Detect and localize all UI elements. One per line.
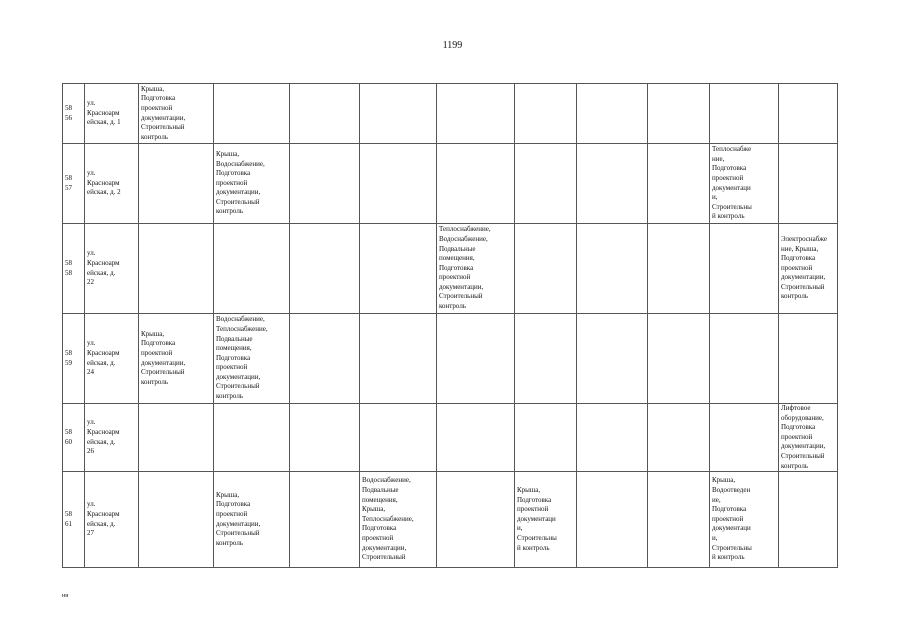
work-cell — [648, 224, 710, 314]
row-number: 58 56 — [63, 84, 85, 144]
work-cell — [290, 144, 360, 224]
work-cell — [710, 314, 779, 404]
work-cell — [515, 144, 577, 224]
work-cell: Лифтовое оборудование, Подготовка проектной документации, Строительный контроль — [779, 404, 838, 472]
work-cell: Теплоснабже ние, Подготовка проектной документаци и, Строительны й контроль — [710, 144, 779, 224]
work-cell — [290, 404, 360, 472]
work-cell — [710, 224, 779, 314]
table-row — [63, 84, 838, 144]
work-cell — [779, 314, 838, 404]
work-cell — [515, 314, 577, 404]
work-cell — [648, 314, 710, 404]
work-cell — [360, 84, 437, 144]
work-cell — [577, 314, 648, 404]
work-cell — [290, 314, 360, 404]
work-cell: Крыша, Подготовка проектной документации, Строительный контроль — [139, 314, 214, 404]
row-number: 58 60 — [63, 404, 85, 472]
work-cell — [437, 144, 515, 224]
work-cell: Теплоснабжение, Водоснабжение, Подвальные помещения, Подготовка проектной документации, Строительный контроль — [437, 224, 515, 314]
work-cell: Водоснабжение, Теплоснабжение, Подвальные помещения, Подготовка проектной документации, Строительный контроль — [214, 314, 290, 404]
table-row — [63, 404, 838, 472]
work-cell — [214, 84, 290, 144]
work-cell — [515, 404, 577, 472]
row-number: 58 59 — [63, 314, 85, 404]
work-cell: Электроснабже ние, Крыша, Подготовка проектной документации, Строительный контроль — [779, 224, 838, 314]
work-cell — [290, 84, 360, 144]
address-cell: ул. Красноарм ейская, д. 1 — [85, 84, 139, 144]
work-cell — [648, 144, 710, 224]
work-cell — [710, 84, 779, 144]
work-cell — [577, 224, 648, 314]
work-cell — [515, 224, 577, 314]
work-cell — [437, 404, 515, 472]
work-cell — [577, 144, 648, 224]
address-cell: ул. Красноарм ейская, д. 22 — [85, 224, 139, 314]
repair-schedule-table — [62, 83, 838, 568]
address-cell: ул. Красноарм ейская, д. 26 — [85, 404, 139, 472]
work-cell — [515, 84, 577, 144]
page-number: 1199 — [442, 40, 463, 51]
work-cell: Крыша, Водоснабжение, Подготовка проектной документации, Строительный контроль — [214, 144, 290, 224]
work-cell — [577, 84, 648, 144]
work-cell — [139, 404, 214, 472]
work-cell: Крыша, Подготовка проектной документации, Строительный контроль — [214, 472, 290, 568]
work-cell — [779, 472, 838, 568]
address-cell: ул. Красноарм ейская, д. 24 — [85, 314, 139, 404]
work-cell — [577, 472, 648, 568]
table-row — [63, 144, 838, 224]
work-cell: Водоснабжение, Подвальные помещения, Крыша, Теплоснабжение, Подготовка проектной документации, Строительный — [360, 472, 437, 568]
work-cell — [648, 84, 710, 144]
footer-mark: нн — [62, 593, 69, 599]
row-number: 58 58 — [63, 224, 85, 314]
work-cell: Крыша, Водоотведен ие, Подготовка проектной документаци и, Строительны й контроль — [710, 472, 779, 568]
work-cell — [214, 224, 290, 314]
work-cell — [360, 404, 437, 472]
work-cell — [648, 472, 710, 568]
work-cell — [360, 224, 437, 314]
work-cell — [139, 472, 214, 568]
work-cell: Крыша, Подготовка проектной документаци и, Строительны й контроль — [515, 472, 577, 568]
row-number: 58 61 — [63, 472, 85, 568]
work-cell — [360, 144, 437, 224]
work-cell — [710, 404, 779, 472]
work-cell — [214, 404, 290, 472]
address-cell: ул. Красноарм ейская, д. 2 — [85, 144, 139, 224]
work-cell — [139, 224, 214, 314]
work-cell — [779, 84, 838, 144]
work-cell — [437, 472, 515, 568]
work-cell — [577, 404, 648, 472]
work-cell — [437, 84, 515, 144]
work-cell: Крыша, Подготовка проектной документации, Строительный контроль — [139, 84, 214, 144]
work-cell — [648, 404, 710, 472]
work-cell — [360, 314, 437, 404]
work-cell — [290, 224, 360, 314]
work-cell — [139, 144, 214, 224]
work-cell — [779, 144, 838, 224]
row-number: 58 57 — [63, 144, 85, 224]
table-row — [63, 224, 838, 314]
table-row — [63, 472, 838, 568]
address-cell: ул. Красноарм ейская, д. 27 — [85, 472, 139, 568]
work-cell — [290, 472, 360, 568]
table-row — [63, 314, 838, 404]
work-cell — [437, 314, 515, 404]
